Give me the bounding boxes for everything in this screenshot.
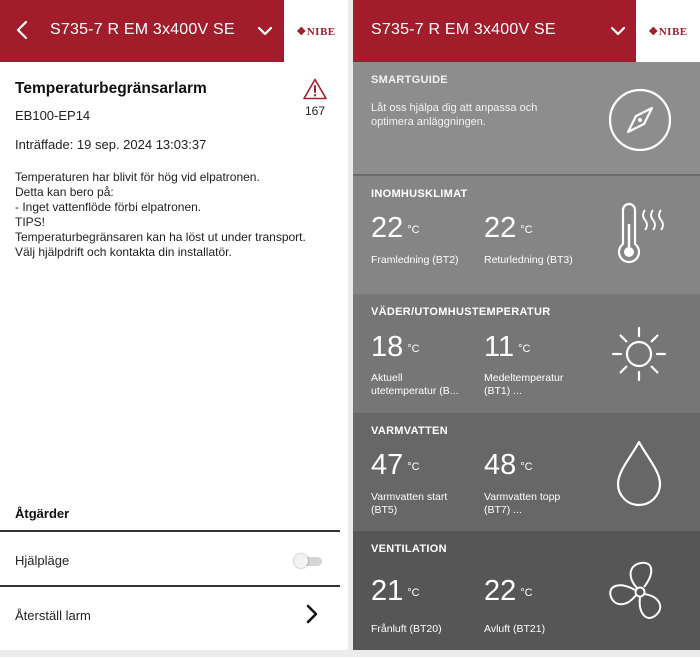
toggle-knob [294,554,308,568]
supply-temp-value: 22 $^{^\circ C}$ [371,212,420,244]
description-line: TIPS! [15,215,46,229]
description-line: Temperaturen har blivit för hög vid elpatronen. [15,170,260,184]
exhaust-air-label: Frånluft (BT20) [371,623,442,635]
device-title[interactable]: S735-7 R EM 3x400V SE [371,21,556,38]
smartguide-text-line: optimera anläggningen. [371,116,486,128]
alarm-description [15,170,340,260]
smartguide-card[interactable] [353,62,700,174]
section-title: INOMHUSKLIMAT [371,188,468,200]
description-line: Välj hjälpdrift och kontakta din installatör. [15,245,232,259]
alarm-date: Inträffade: 19 sep. 2024 13:03:37 [15,137,207,152]
hot-water-start-label: Varmvatten start (BT5) [371,491,448,516]
help-mode-label: Hjälpläge [15,553,70,568]
chevron-down-icon[interactable] [257,24,273,38]
divider [0,585,340,587]
water-drop-icon [615,439,663,507]
hot-water-card[interactable] [353,413,700,531]
sun-icon [611,326,667,382]
return-temp-label: Returledning (BT3) [484,254,573,266]
actions-heading: Åtgärder [15,506,70,521]
outdoor-temp-value: 18 $^{^\circ C}$ [371,331,420,363]
divider [0,530,340,532]
nibe-logo: ❖NIBE [636,0,700,62]
average-temp-value: 11 $^{^\circ C}$ [484,331,531,363]
exhaust-air-value: 21 $^{^\circ C}$ [371,575,420,607]
alarm-title: Temperaturbegränsarlarm [15,80,207,97]
supply-temp-label: Framledning (BT2) [371,254,459,266]
hot-water-start-value: 47 $^{^\circ C}$ [371,449,420,481]
compass-icon [607,87,673,153]
dashboard-screen [353,0,700,650]
chevron-left-icon[interactable] [16,20,28,40]
app-header [0,0,348,62]
alarm-code: EB100-EP14 [15,108,91,123]
help-mode-toggle[interactable] [294,554,322,568]
alarm-number: 167 [304,104,326,118]
warning-triangle-icon [303,78,327,100]
thermometer-heat-icon [613,202,673,272]
section-title: VÄDER/UTOMHUSTEMPERATUR [371,306,551,318]
extract-air-value: 22 $^{^\circ C}$ [484,575,533,607]
description-line: - Inget vattenflöde förbi elpatronen. [15,200,202,214]
description-line: Detta kan bero på: [15,185,114,199]
smartguide-text-line: Låt oss hjälpa dig att anpassa och [371,102,538,114]
chevron-down-icon[interactable] [610,24,626,38]
alarm-detail-screen [0,0,348,650]
nibe-logo: ❖NIBE [284,0,348,62]
hot-water-top-value: 48 $^{^\circ C}$ [484,449,533,481]
outdoor-temp-label: Aktuell utetemperatur (B... [371,372,459,397]
extract-air-label: Avluft (BT21) [484,623,546,635]
weather-card[interactable] [353,294,700,413]
average-temp-label: Medeltemperatur (BT1) ... [484,372,564,397]
indoor-climate-card[interactable] [353,176,700,294]
smartguide-text [371,101,581,129]
ventilation-card[interactable] [353,531,700,650]
fan-icon [607,559,673,625]
chevron-right-icon[interactable] [306,604,318,624]
return-temp-value: 22 $^{^\circ C}$ [484,212,533,244]
section-title: SMARTGUIDE [371,74,448,86]
section-title: VARMVATTEN [371,425,448,437]
hot-water-top-label: Varmvatten topp (BT7) ... [484,491,561,516]
section-title: VENTILATION [371,543,447,555]
app-header [353,0,700,62]
reset-alarm-button[interactable]: Återställ larm [15,608,91,623]
description-line: Temperaturbegränsaren kan ha löst ut under transport. [15,230,306,244]
device-title[interactable]: S735-7 R EM 3x400V SE [50,21,235,38]
